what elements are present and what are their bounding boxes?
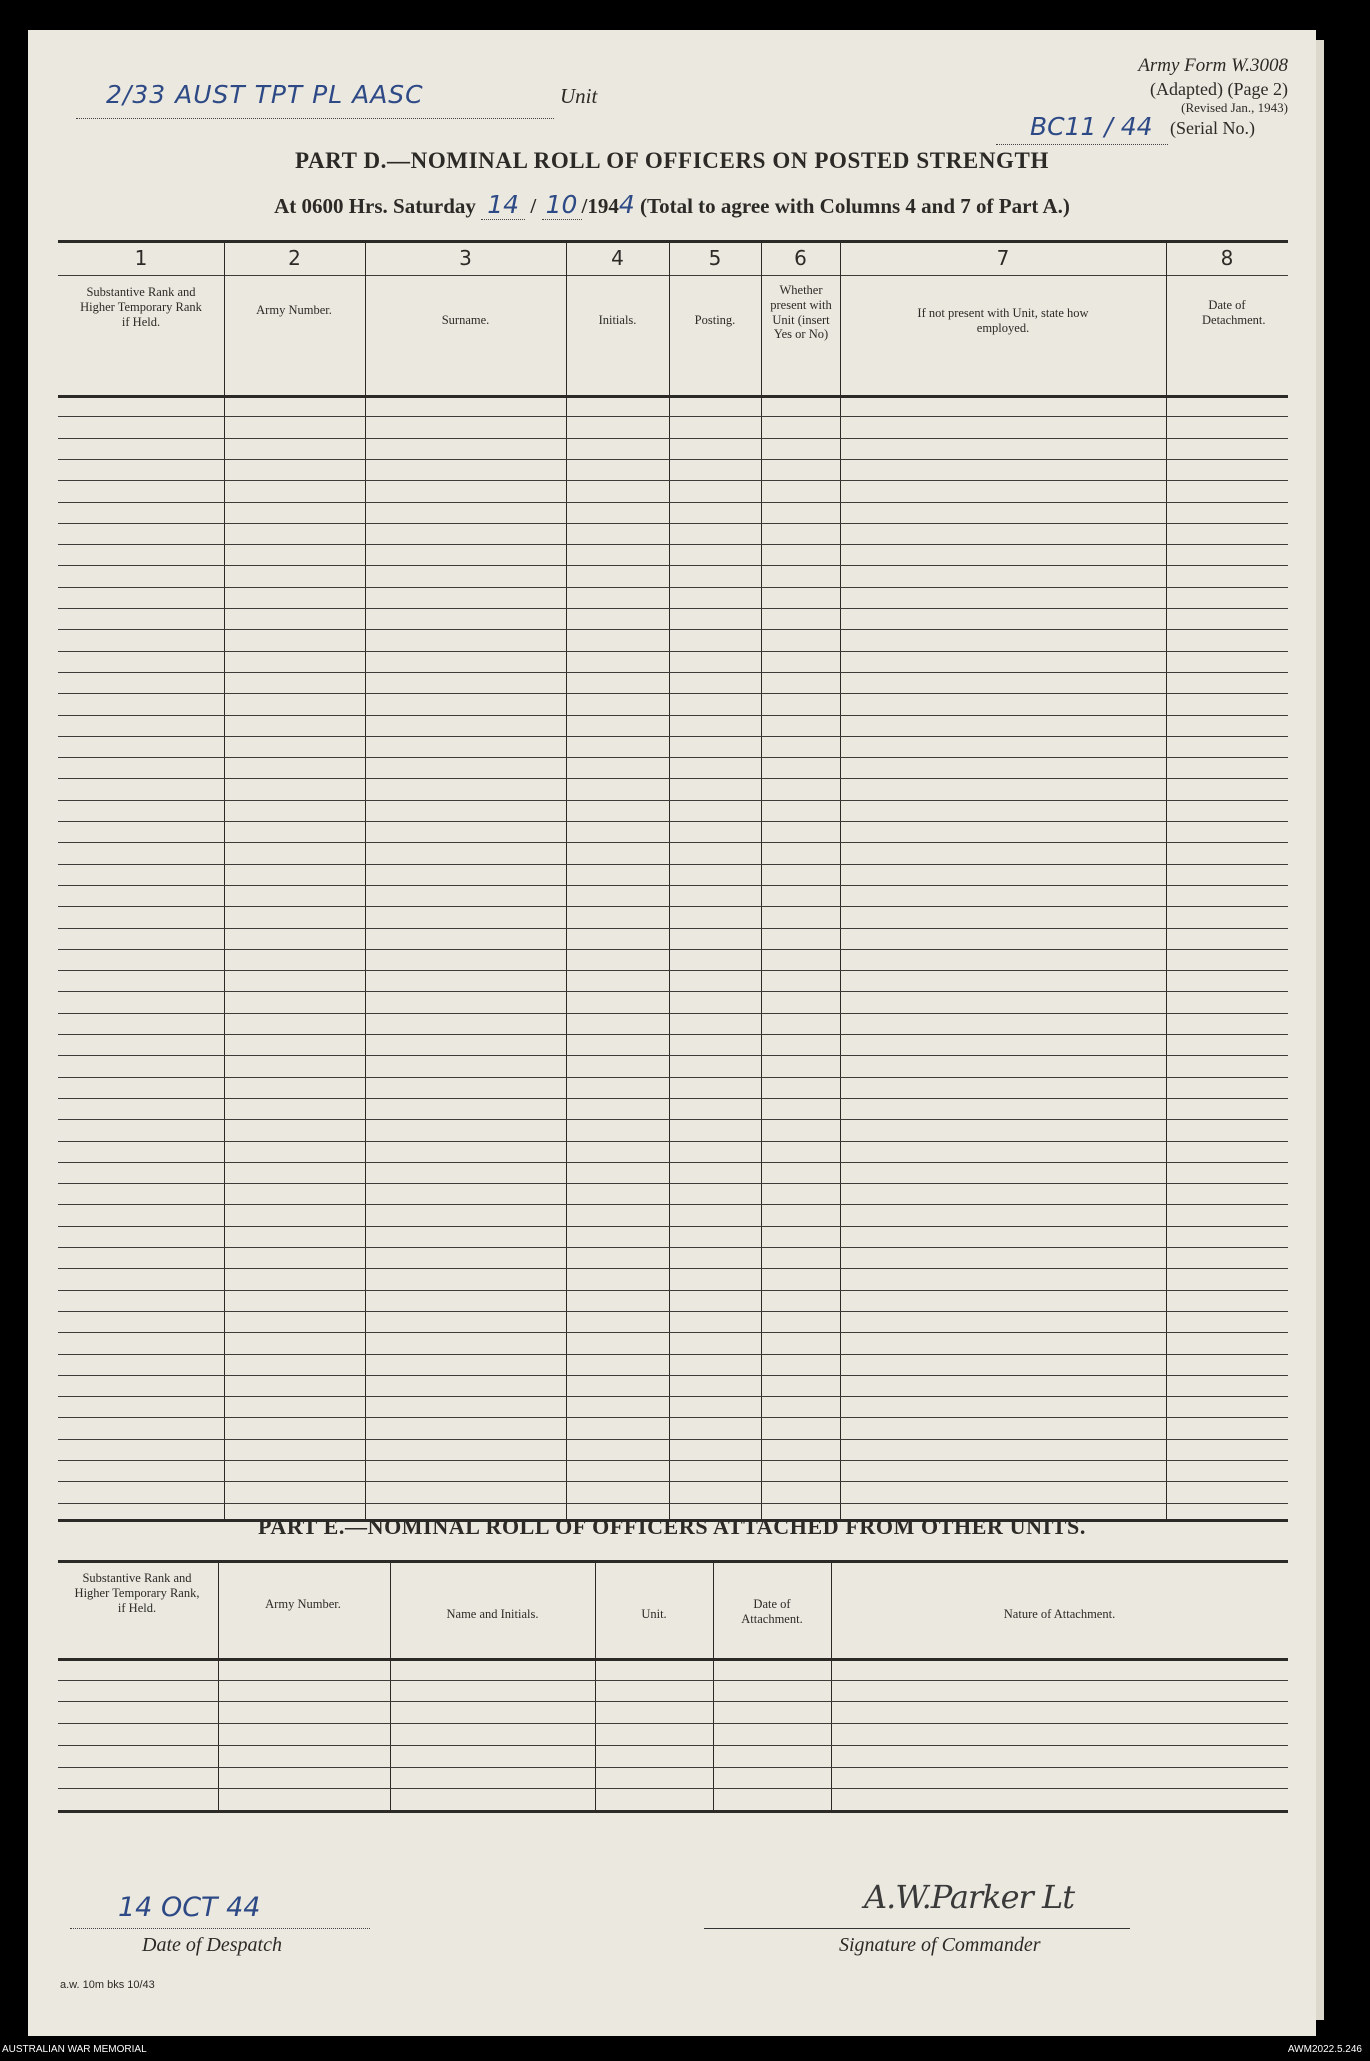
blank-row-line	[58, 1183, 1288, 1184]
col-2-header: Army Number.	[256, 303, 332, 317]
e-col-4-header: Unit.	[641, 1607, 667, 1621]
blank-row-line	[58, 928, 1288, 929]
blank-row-line	[58, 1439, 1288, 1440]
blank-row-line	[58, 1332, 1288, 1333]
blank-row-line	[58, 672, 1288, 673]
blank-row-line	[58, 906, 1288, 907]
col-3-header: Surname.	[441, 313, 490, 327]
date-separator: /	[530, 194, 537, 218]
blank-row-line	[58, 1226, 1288, 1227]
serial-label: (Serial No.)	[1170, 118, 1255, 138]
part-e-table	[58, 1560, 1288, 1813]
blank-row-line	[58, 480, 1288, 481]
blank-row-line	[58, 991, 1288, 992]
paper-edge	[1316, 40, 1324, 2020]
col-5-header: Posting.	[694, 313, 736, 327]
col-2-number: 2	[288, 246, 301, 270]
blank-row-line	[58, 757, 1288, 758]
blank-row-line	[58, 502, 1288, 503]
despatch-date-label: Date of Despatch	[142, 1934, 282, 1956]
archive-caption-left: AUSTRALIAN WAR MEMORIAL	[2, 2044, 147, 2055]
blank-row-line	[58, 629, 1288, 630]
col-3-number: 3	[459, 246, 472, 270]
date-year-prefix: /194	[581, 194, 619, 218]
e-col-6-header: Nature of Attachment.	[1003, 1607, 1116, 1621]
blank-row-line	[58, 1396, 1288, 1397]
serial-handwritten: BC11 / 44	[1030, 112, 1153, 141]
form-page	[28, 30, 1316, 2036]
blank-row-line	[58, 736, 1288, 737]
blank-row-line	[58, 1247, 1288, 1248]
blank-row-line	[58, 800, 1288, 801]
blank-row-line	[58, 1162, 1288, 1163]
blank-row-line	[58, 1788, 1288, 1789]
blank-row-line	[58, 693, 1288, 694]
blank-row-line	[58, 1701, 1288, 1702]
part-e-title: PART E.—NOMINAL ROLL OF OFFICERS ATTACHED FROM OTHER UNITS.	[258, 1514, 1086, 1539]
serial-field	[996, 114, 1168, 145]
e-col-1-header: Substantive Rank and Higher Temporary Rank, if Held.	[74, 1571, 200, 1615]
blank-row-line	[58, 1375, 1288, 1376]
col-4-number: 4	[611, 246, 624, 270]
blank-row-line	[58, 438, 1288, 439]
col-1-number: 1	[134, 246, 148, 270]
blank-row-line	[58, 949, 1288, 950]
unit-field	[76, 78, 554, 119]
blank-row-line	[58, 1141, 1288, 1142]
date-line	[28, 190, 1316, 220]
blank-row-line	[58, 1680, 1288, 1681]
blank-row-line	[58, 1055, 1288, 1056]
commander-signature: A.W.Parker Lt	[864, 1878, 1075, 1916]
blank-row-line	[58, 715, 1288, 716]
part-d-title: PART D.—NOMINAL ROLL OF OFFICERS ON POSTED STRENGTH	[295, 148, 1049, 173]
col-7-header: If not present with Unit, state how employed.	[917, 306, 1089, 335]
blank-row-line	[58, 778, 1288, 779]
unit-handwritten: 2/33 AUST TPT PL AASC	[106, 80, 424, 109]
blank-row-line	[58, 970, 1288, 971]
blank-row-line	[58, 1013, 1288, 1014]
form-revised: (Revised Jan., 1943)	[1181, 100, 1288, 116]
signature-field	[704, 1878, 1130, 1929]
e-col-2-header: Army Number.	[265, 1597, 341, 1611]
blank-row-line	[58, 1767, 1288, 1768]
col-6-number: 6	[794, 246, 807, 270]
blank-row-line	[58, 1354, 1288, 1355]
blank-row-line	[58, 1311, 1288, 1312]
date-prefix: At 0600 Hrs. Saturday	[274, 194, 476, 218]
blank-row-line	[58, 864, 1288, 865]
date-year-digit: 4	[618, 190, 635, 219]
blank-row-line	[58, 1119, 1288, 1120]
col-6-header: Whether present with Unit (insert Yes or No)	[770, 283, 832, 342]
col-5-number: 5	[708, 246, 722, 270]
col-7-number: 7	[996, 246, 1010, 270]
unit-label: Unit	[560, 84, 598, 108]
blank-row-line	[58, 1268, 1288, 1269]
blank-row-line	[58, 544, 1288, 545]
blank-row-line	[58, 1417, 1288, 1418]
date-month: 10	[542, 190, 582, 220]
blank-row-line	[58, 1745, 1288, 1746]
blank-row-line	[58, 821, 1288, 822]
e-col-5-header: Date of Attachment.	[741, 1597, 803, 1626]
blank-row-line	[58, 1503, 1288, 1504]
date-day: 14	[481, 190, 525, 220]
despatch-date-handwritten: 14 OCT 44	[118, 1892, 261, 1923]
blank-row-line	[58, 459, 1288, 460]
blank-row-line	[58, 842, 1288, 843]
col-8-number: 8	[1220, 246, 1234, 270]
col-1-header: Substantive Rank and Higher Temporary Rank if Held.	[80, 285, 202, 329]
print-code: a.w. 10m bks 10/43	[60, 1979, 155, 1991]
blank-row-line	[58, 1098, 1288, 1099]
col-4-header: Initials.	[598, 313, 637, 327]
blank-row-line	[58, 651, 1288, 652]
form-reference	[1138, 54, 1288, 117]
part-d-table	[58, 240, 1288, 1522]
col-8-header: Date of Detachment.	[1202, 298, 1266, 327]
blank-row-line	[58, 1460, 1288, 1461]
blank-row-line	[58, 608, 1288, 609]
blank-row-line	[58, 565, 1288, 566]
blank-row-line	[58, 1077, 1288, 1078]
blank-row-line	[58, 885, 1288, 886]
blank-row-line	[58, 1290, 1288, 1291]
archive-caption-right: AWM2022.5.246	[1287, 2044, 1362, 2055]
blank-row-line	[58, 1723, 1288, 1724]
blank-row-line	[58, 416, 1288, 417]
despatch-date-field	[70, 1892, 370, 1929]
archive-bar	[0, 2041, 1370, 2061]
form-adapted: (Adapted) (Page 2)	[1150, 78, 1288, 99]
signature-label: Signature of Commander	[839, 1934, 1041, 1956]
blank-row-line	[58, 1034, 1288, 1035]
date-note: (Total to agree with Columns 4 and 7 of Part A.)	[640, 194, 1070, 218]
blank-row-line	[58, 587, 1288, 588]
e-col-3-header: Name and Initials.	[446, 1607, 539, 1621]
blank-row-line	[58, 1481, 1288, 1482]
blank-row-line	[58, 1204, 1288, 1205]
blank-row-line	[58, 523, 1288, 524]
form-number: Army Form W.3008	[1138, 55, 1288, 76]
